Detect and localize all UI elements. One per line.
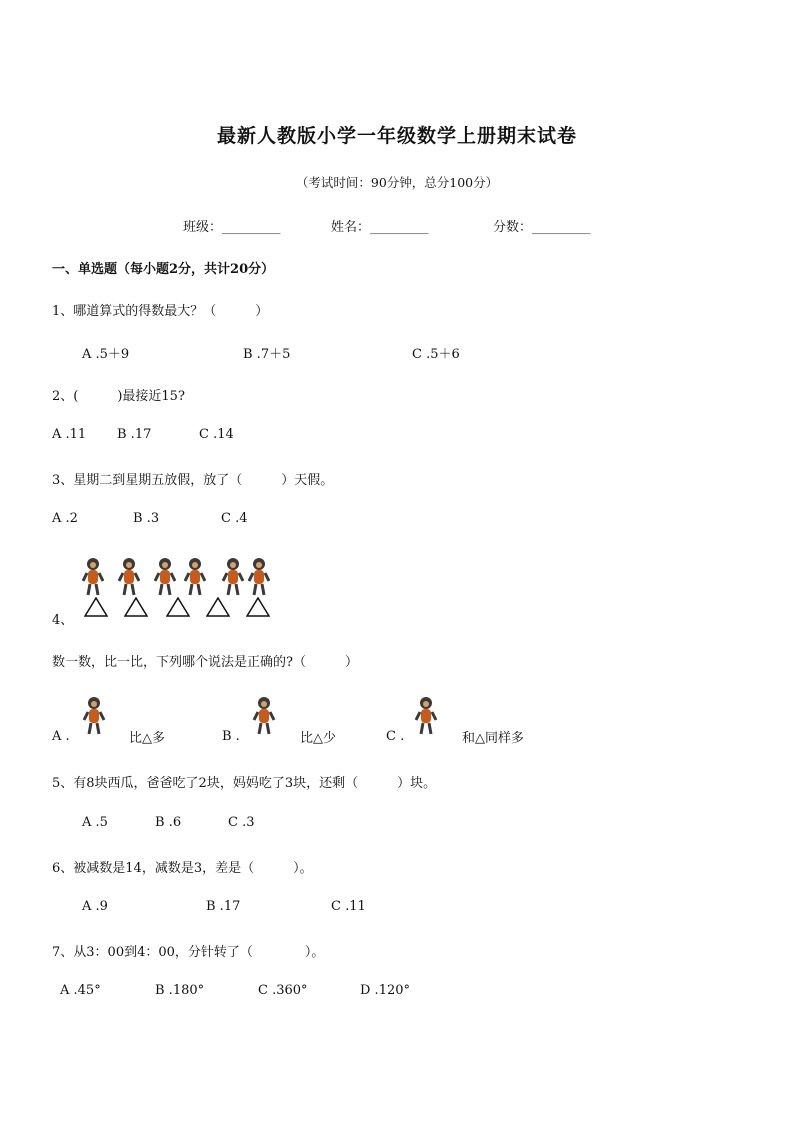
monkeys-triangles-figure bbox=[80, 555, 280, 617]
triangle-icon bbox=[166, 597, 190, 617]
question-3: 3、星期二到星期五放假，放了（ ）天假。 bbox=[52, 473, 334, 488]
q1-option-a: A .5＋9 bbox=[82, 347, 130, 362]
q4-option-a-text: 比△多 bbox=[129, 731, 165, 746]
name-field: 姓名：_________ bbox=[331, 220, 429, 235]
q4-option-b-text: 比△少 bbox=[300, 731, 336, 746]
question-4-number: 4、 bbox=[52, 613, 74, 628]
triangle-icon bbox=[206, 597, 230, 617]
question-4: 数一数，比一比，下列哪个说法是正确的?（ ） bbox=[52, 655, 358, 670]
q2-option-a: A .11 bbox=[52, 427, 87, 442]
monkey-icon bbox=[118, 557, 140, 599]
q5-option-a: A .5 bbox=[82, 815, 108, 830]
q2-option-b: B .17 bbox=[117, 427, 152, 442]
exam-title: 最新人教版小学一年级数学上册期末试卷 bbox=[216, 125, 577, 147]
question-5: 5、有8块西瓜，爸爸吃了2块，妈妈吃了3块，还剩（ ）块。 bbox=[52, 776, 437, 791]
score-field: 分数：_________ bbox=[493, 220, 591, 235]
triangle-icon bbox=[84, 597, 108, 617]
triangle-icon bbox=[124, 597, 148, 617]
q5-option-b: B .6 bbox=[155, 815, 182, 830]
q4-option-a: A . bbox=[52, 729, 70, 744]
monkey-icon bbox=[154, 557, 176, 599]
q5-option-c: C .3 bbox=[228, 815, 255, 830]
q4-option-c-text: 和△同样多 bbox=[462, 731, 524, 746]
q3-option-b: B .3 bbox=[133, 511, 160, 526]
q6-option-a: A .9 bbox=[82, 899, 108, 914]
q6-option-b: B .17 bbox=[206, 899, 241, 914]
question-6: 6、被减数是14，减数是3，差是（ ）。 bbox=[52, 861, 313, 876]
monkey-icon bbox=[184, 557, 206, 599]
question-7: 7、从3：00到4：00，分针转了（ ）。 bbox=[52, 945, 325, 960]
q4-option-b: B . bbox=[222, 729, 240, 744]
q1-option-c: C .5＋6 bbox=[412, 347, 460, 362]
monkey-icon bbox=[82, 696, 106, 738]
monkey-icon bbox=[248, 557, 270, 599]
q7-option-c: C .360° bbox=[258, 983, 308, 998]
question-2: 2、( )最接近15? bbox=[52, 389, 185, 404]
q7-option-d: D .120° bbox=[360, 983, 411, 998]
monkey-icon bbox=[252, 696, 276, 738]
exam-subtitle: （考试时间：90分钟，总分100分） bbox=[295, 175, 499, 190]
q4-option-c: C . bbox=[386, 729, 405, 744]
monkey-icon bbox=[414, 696, 438, 738]
q6-option-c: C .11 bbox=[331, 899, 366, 914]
q2-option-c: C .14 bbox=[199, 427, 234, 442]
q1-option-b: B .7＋5 bbox=[243, 347, 291, 362]
class-field: 班级：_________ bbox=[183, 220, 281, 235]
q7-option-b: B .180° bbox=[155, 983, 205, 998]
monkey-icon bbox=[222, 557, 244, 599]
q3-option-c: C .4 bbox=[221, 511, 248, 526]
question-1: 1、哪道算式的得数最大？（ ） bbox=[52, 304, 269, 319]
q3-option-a: A .2 bbox=[52, 511, 78, 526]
triangle-icon bbox=[246, 597, 270, 617]
section-heading: 一、单选题（每小题2分，共计20分） bbox=[52, 262, 275, 277]
q7-option-a: A .45° bbox=[60, 983, 101, 998]
monkey-icon bbox=[82, 557, 104, 599]
